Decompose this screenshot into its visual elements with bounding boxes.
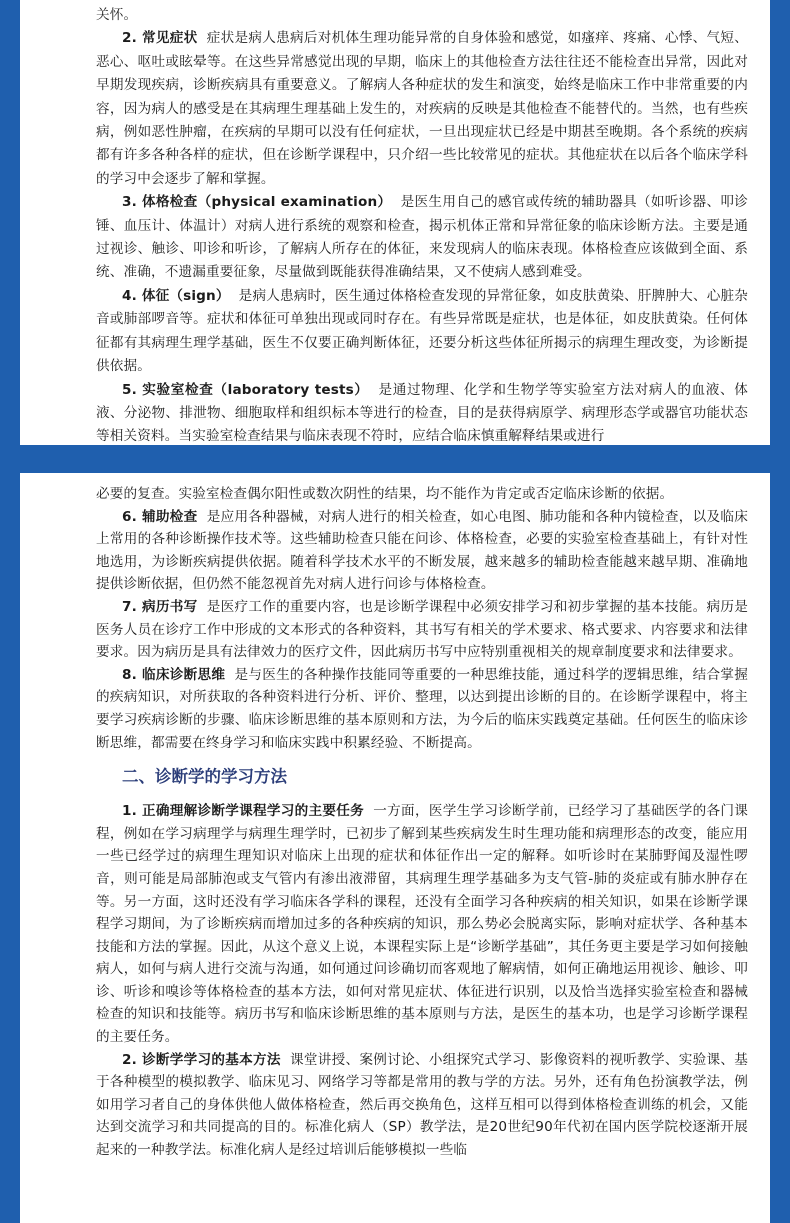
paragraph-symptoms — [96, 27, 748, 191]
section-title: 二、诊断学的学习方法 — [122, 767, 287, 787]
body-lab-tests: 是通过物理、化学和生物学等实验室方法对病人的血液、体液、分泌物、排泄物、细胞取样和组织标本等进行的检查，目的是获得病原学、病理形态学或器官功能状态等相关资料。当实验室检查结果与临床表现不符时，应结合临床慎重解释结果或进行 — [96, 381, 748, 445]
heading-lab-tests: 5. 实验室检查（laboratory tests） — [122, 381, 369, 398]
paragraph-clinical-thinking — [96, 664, 748, 754]
heading-sign: 4. 体征（sign） — [122, 287, 230, 304]
heading-main-task: 1. 正确理解诊断学课程学习的主要任务 — [122, 803, 365, 820]
page-bottom — [20, 473, 770, 1223]
paragraph-main-task — [96, 800, 748, 1049]
body-basic-methods: 课堂讲授、案例讨论、小组探究式学习、影像资料的视听教学、实验课、基于各种模型的模拟教学、临床见习、网络学习等都是常用的教与学的方法。另外，还有角色扮演教学法，例如用学习者自己的身体供他人做体格检查，然后再交换角色，这样互相可以得到体格检查训练的机会，又能达到交流学习和共同提高的目的。标准化病人（SP）教学法，是20世纪90年代初在国内医学院校逐渐开展起来的一种教学法。标准化病人是经过培训后能够模拟一些临 — [96, 1051, 749, 1159]
body-auxiliary-exam: 是应用各种器械，对病人进行的相关检查，如心电图、肺功能和各种内镜检查，以及临床上常用的各种诊断操作技术等。这些辅助检查只能在问诊、体格检查，必要的实验室检查基础上，有针对性地选用，为诊断疾病提供依据。随着科学技术水平的不断发展，越来越多的辅助检查能越来越早期、准确地提供诊断依据，但仍然不能忽视首先对病人进行问诊与体格检查。 — [96, 508, 748, 593]
paragraph-medical-record — [96, 596, 748, 664]
heading-basic-methods: 2. 诊断学学习的基本方法 — [122, 1051, 281, 1068]
body-physical-exam: 是医生用自己的感官或传统的辅助器具（如听诊器、叩诊锤、血压计、体温计）对病人进行系统的观察和检查，揭示机体正常和异常征象的临床诊断方法。主要是通过视诊、触诊、叩诊和听诊，了解病人所存在的体征，来发现病人的临床表现。体格检查应该做到全面、系统、准确，不遗漏重要征象，尽量做到既能获得准确结果，又不使病人感到难受。 — [96, 194, 748, 281]
paragraph-auxiliary-exam — [96, 506, 748, 596]
page-top — [20, 0, 770, 445]
continued-text: 关怀。 — [96, 7, 138, 23]
body-clinical-thinking: 是与医生的各种操作技能同等重要的一种思维技能，通过科学的逻辑思维，结合掌握的疾病知识，对所获取的各种资料进行分析、评价、整理，以达到提出诊断的目的。在诊断学课程中，将主要学习疾病诊断的步骤、临床诊断思维的基本原则和方法，为今后的临床实践奠定基础。任何医生的临床诊断思维，都需要在终身学习和临床实践中积累经验、不断提高。 — [96, 666, 748, 751]
paragraph-sign — [96, 285, 748, 379]
heading-clinical-thinking: 8. 临床诊断思维 — [122, 666, 226, 683]
heading-symptoms: 2. 常见症状 — [122, 30, 198, 47]
body-medical-record: 是医疗工作的重要内容，也是诊断学课程中必须安排学习和初步掌握的基本技能。病历是医务人员在诊疗工作中形成的文本形式的各种资料，其书写有相关的学术要求、格式要求、内容要求和法律要求。因为病历是具有法律效力的医疗文件，因此病历书写中应特别重视相关的规章制度要求和法律要求。 — [96, 598, 748, 661]
heading-auxiliary-exam: 6. 辅助检查 — [122, 508, 198, 525]
continued-text: 必要的复查。实验室检查偶尔阳性或数次阴性的结果，均不能作为肯定或否定临床诊断的依据。 — [96, 486, 674, 502]
body-sign: 是病人患病时，医生通过体格检查发现的异常征象，如皮肤黄染、肝脾肿大、心脏杂音或肺部啰音等。症状和体征可单独出现或同时存在。有些异常既是症状，也是体征，如皮肤黄染。任何体征都有其病理生理学基础，医生不仅要正确判断体征，还要分析这些体征所揭示的病理生理改变，为诊断提供依据。 — [96, 287, 748, 375]
paragraph-basic-methods — [96, 1049, 748, 1162]
paragraph-physical-exam — [96, 191, 748, 285]
body-main-task: 一方面，医学生学习诊断学前，已经学习了基础医学的各门课程，例如在学习病理学与病理生理学时，已初步了解到某些疾病发生时生理功能和病理形态的改变，能应用一些已经学过的病理生理知识对临床上出现的症状和体征作出一定的解释。如听诊时在某肺野闻及湿性啰音，则可能是局部肺泡或支气管内有渗出液滞留，其病理生理学基础多为支气管-肺的炎症或有肺水肿存在等。另一方面，这时还没有学习临床各学科的课程，还没有全面学习各种疾病的相关知识，如果在诊断学课程学习期间，为了诊断疾病而增加过多的各种疾病的知识，那么势必会脱离实际，影响对症状学、各种基本技能和方法的掌握。因此，从这个意义上说，本课程实际上是“诊断学基础”，其任务更主要是学习如何接触病人，如何与病人进行交流与沟通，如何通过问诊确切而客观地了解病情，如何正确地运用视诊、触诊、叩诊、听诊和嗅诊等体格检查的基本方法，如何对常见症状、体征进行识别，以及恰当选择实验室检查和器械检查的知识和技能等。病历书写和临床诊断思维的基本原则与方法，是医生的基本功，也是学习诊断学课程的主要任务。 — [96, 803, 748, 1046]
heading-physical-exam: 3. 体格检查（physical examination） — [122, 194, 392, 211]
paragraph-lab-tests — [96, 379, 748, 449]
heading-medical-record: 7. 病历书写 — [122, 598, 198, 615]
body-symptoms: 症状是病人患病后对机体生理功能异常的自身体验和感觉，如瘙痒、疼痛、心悸、气短、恶心、呕吐或眩晕等。在这些异常感觉出现的早期，临床上的其他检查方法往往还不能检查出异常，因此对早期发现疾病，诊断疾病具有重要意义。了解病人各种症状的发生和演变，始终是临床工作中非常重要的内容，因为病人的感受是在其病理生理基础上发生的，对疾病的反映是其他检查不能替代的。当然，也有些疾病，例如恶性肿瘤，在疾病的早期可以没有任何症状，一旦出现症状已经是中期甚至晚期。各个系统的疾病都有许多各种各样的症状，但在诊断学课程中，只介绍一些比较常见的症状。其他症状在以后各个临床学科的学习中会逐步了解和掌握。 — [96, 30, 748, 187]
